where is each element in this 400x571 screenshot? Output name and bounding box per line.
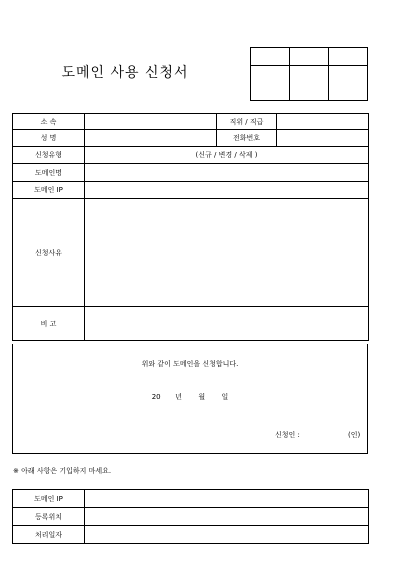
application-date xyxy=(13,392,367,402)
applicant-label: 신청인 : xyxy=(275,431,300,439)
name-field[interactable] xyxy=(85,130,217,147)
domain-name-field[interactable] xyxy=(85,164,369,182)
application-form-table xyxy=(12,113,369,341)
form-title: 도메인 사용 신청서 xyxy=(61,65,189,81)
approval-box xyxy=(250,47,368,101)
approval-header-cell xyxy=(290,48,329,66)
applicant-seal: (인) xyxy=(348,431,361,439)
admin-date-field xyxy=(85,526,369,544)
admin-location-field xyxy=(85,508,369,526)
admin-domain-ip-field xyxy=(85,490,369,508)
approval-sign-cell xyxy=(290,66,329,101)
remarks-label: 비 고 xyxy=(13,307,85,341)
domain-ip-field[interactable] xyxy=(85,182,369,199)
domain-name-label: 도메인명 xyxy=(13,164,85,182)
date-prefix: 20 xyxy=(151,393,161,401)
request-type-options[interactable]: (신규 / 변경 / 삭제 ) xyxy=(85,147,369,164)
admin-domain-ip-label: 도메인 IP xyxy=(13,490,85,508)
affiliation-field[interactable] xyxy=(85,114,217,130)
reason-label: 신청사유 xyxy=(13,199,85,307)
admin-location-label: 등록위치 xyxy=(13,508,85,526)
phone-field[interactable] xyxy=(277,130,369,147)
request-type-label: 신청유형 xyxy=(13,147,85,164)
position-field[interactable] xyxy=(277,114,369,130)
name-label: 성 명 xyxy=(13,130,85,147)
declaration-box xyxy=(12,344,368,454)
declaration-statement: 위와 같이 도메인을 신청합니다. xyxy=(141,360,239,368)
admin-only-note: ※ 아래 사항은 기입하지 마세요. xyxy=(13,467,112,475)
date-month-label: 월 xyxy=(198,393,206,401)
approval-header-cell xyxy=(251,48,290,66)
approval-header-cell xyxy=(329,48,368,66)
phone-label: 전화번호 xyxy=(217,130,277,147)
approval-sign-cell xyxy=(251,66,290,101)
date-year-label: 년 xyxy=(175,393,182,401)
date-day-label: 일 xyxy=(221,393,229,401)
remarks-field[interactable] xyxy=(85,307,369,341)
domain-ip-label: 도메인 IP xyxy=(13,182,85,199)
position-label: 직위 / 직급 xyxy=(217,114,277,130)
reason-field[interactable] xyxy=(85,199,369,307)
admin-table xyxy=(12,489,369,544)
approval-sign-cell xyxy=(329,66,368,101)
affiliation-label: 소 속 xyxy=(13,114,85,130)
admin-date-label: 처리일자 xyxy=(13,526,85,544)
